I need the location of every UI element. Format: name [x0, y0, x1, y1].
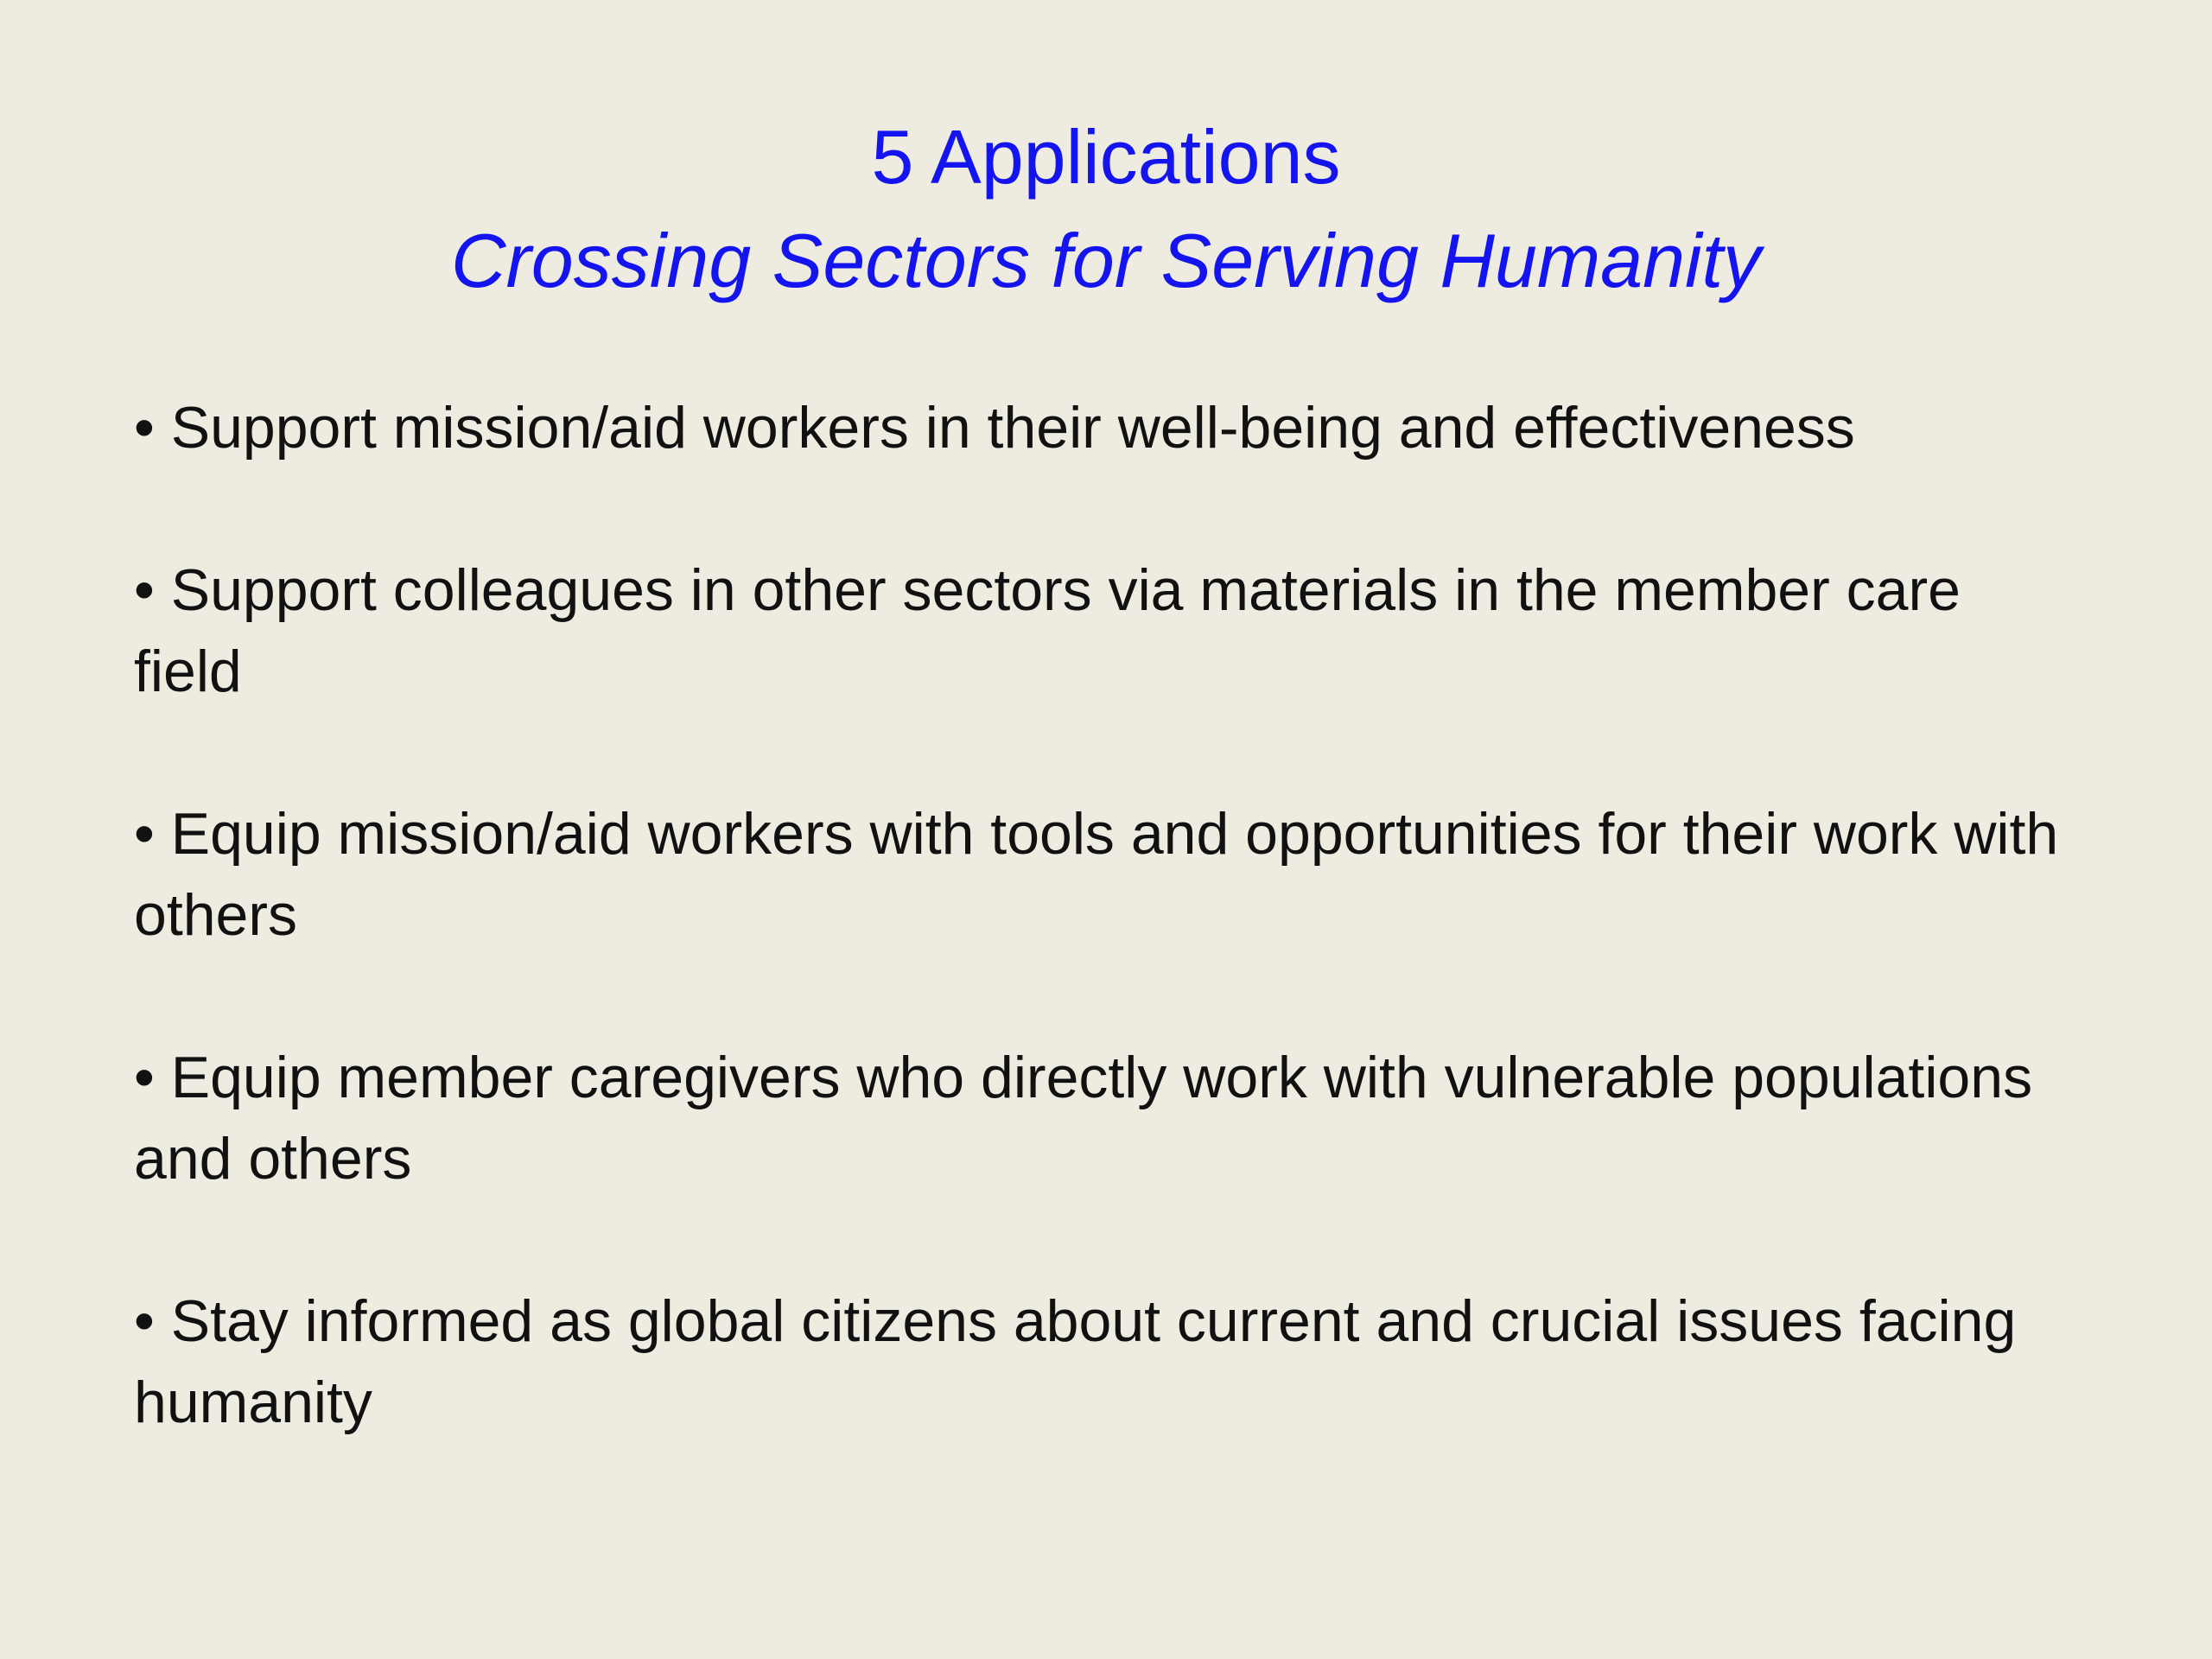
bullet-item: [134, 550, 2078, 712]
bullet-item: [134, 1037, 2078, 1199]
bullet-marker: •: [134, 395, 155, 461]
title-block: [0, 105, 2212, 313]
bullet-item: [134, 793, 2078, 956]
slide-subtitle: Crossing Sectors for Serving Humanity: [450, 218, 1762, 303]
bullet-list: [134, 387, 2078, 1443]
bullet-marker: •: [134, 557, 155, 623]
bullet-text: Support colleagues in other sectors via materials in the member care field: [134, 557, 1961, 704]
bullet-item: [134, 387, 2078, 468]
bullet-marker: •: [134, 1045, 155, 1110]
bullet-text: Equip member caregivers who directly work with vulnerable populations and others: [134, 1045, 2033, 1192]
bullet-marker: •: [134, 801, 155, 867]
bullet-marker: •: [134, 1288, 155, 1354]
bullet-text: Equip mission/aid workers with tools and opportunities for their work with others: [134, 801, 2059, 948]
bullet-text: Stay informed as global citizens about current and crucial issues facing humanity: [134, 1288, 2017, 1435]
slide-title: 5 Applications: [871, 114, 1341, 200]
bullet-text: Support mission/aid workers in their well-being and effectiveness: [170, 395, 1855, 461]
bullet-item: [134, 1281, 2078, 1443]
